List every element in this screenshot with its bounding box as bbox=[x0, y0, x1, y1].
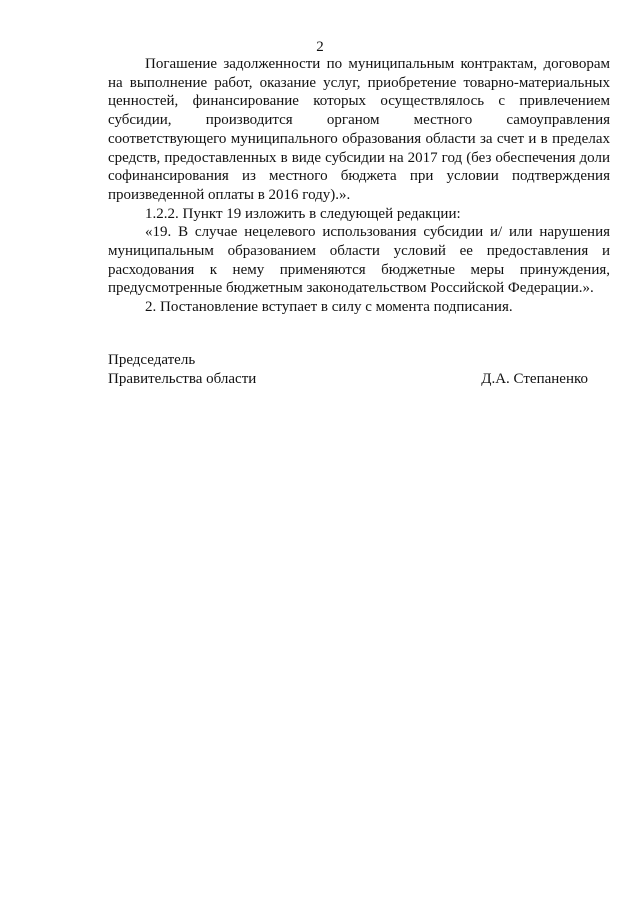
signatory-title-line1: Председатель bbox=[108, 352, 196, 368]
document-body bbox=[108, 55, 610, 317]
paragraph-debt-repayment: Погашение задолженности по муниципальным контрактам, договорам на выполнение работ, оказание услуг, приобретение товарно-материальных ценностей, финансирование которых осуществлялось с привлечением субсидии, производится органом местного самоуправления соответствующего муниципального образования области за счет и в пределах средств, предоставленных в виде субсидии на 2017 год (без обеспечения доли софинансирования из местного бюджета при условии подтверждения произведенной оплаты в 2016 году).». bbox=[108, 56, 610, 203]
signatory-name: Д.А. Степаненко bbox=[481, 370, 588, 387]
paragraph-item-1-2-2: 1.2.2. Пункт 19 изложить в следующей редакции: bbox=[145, 205, 461, 222]
signature-row bbox=[108, 370, 588, 389]
signatory-title-line2: Правительства области bbox=[108, 370, 257, 387]
signature-block bbox=[108, 351, 588, 388]
paragraph-clause-19: «19. В случае нецелевого использования субсидии и/ или нарушения муниципальным образованием области условий ее предоставления и расходования к нему применяются бюджетные меры принуждения, предусмотренные бюджетным законодательством Российской Федерации.». bbox=[108, 224, 610, 297]
paragraph-effective-date: 2. Постановление вступает в силу с момента подписания. bbox=[145, 299, 513, 316]
page-number: 2 bbox=[316, 39, 324, 55]
